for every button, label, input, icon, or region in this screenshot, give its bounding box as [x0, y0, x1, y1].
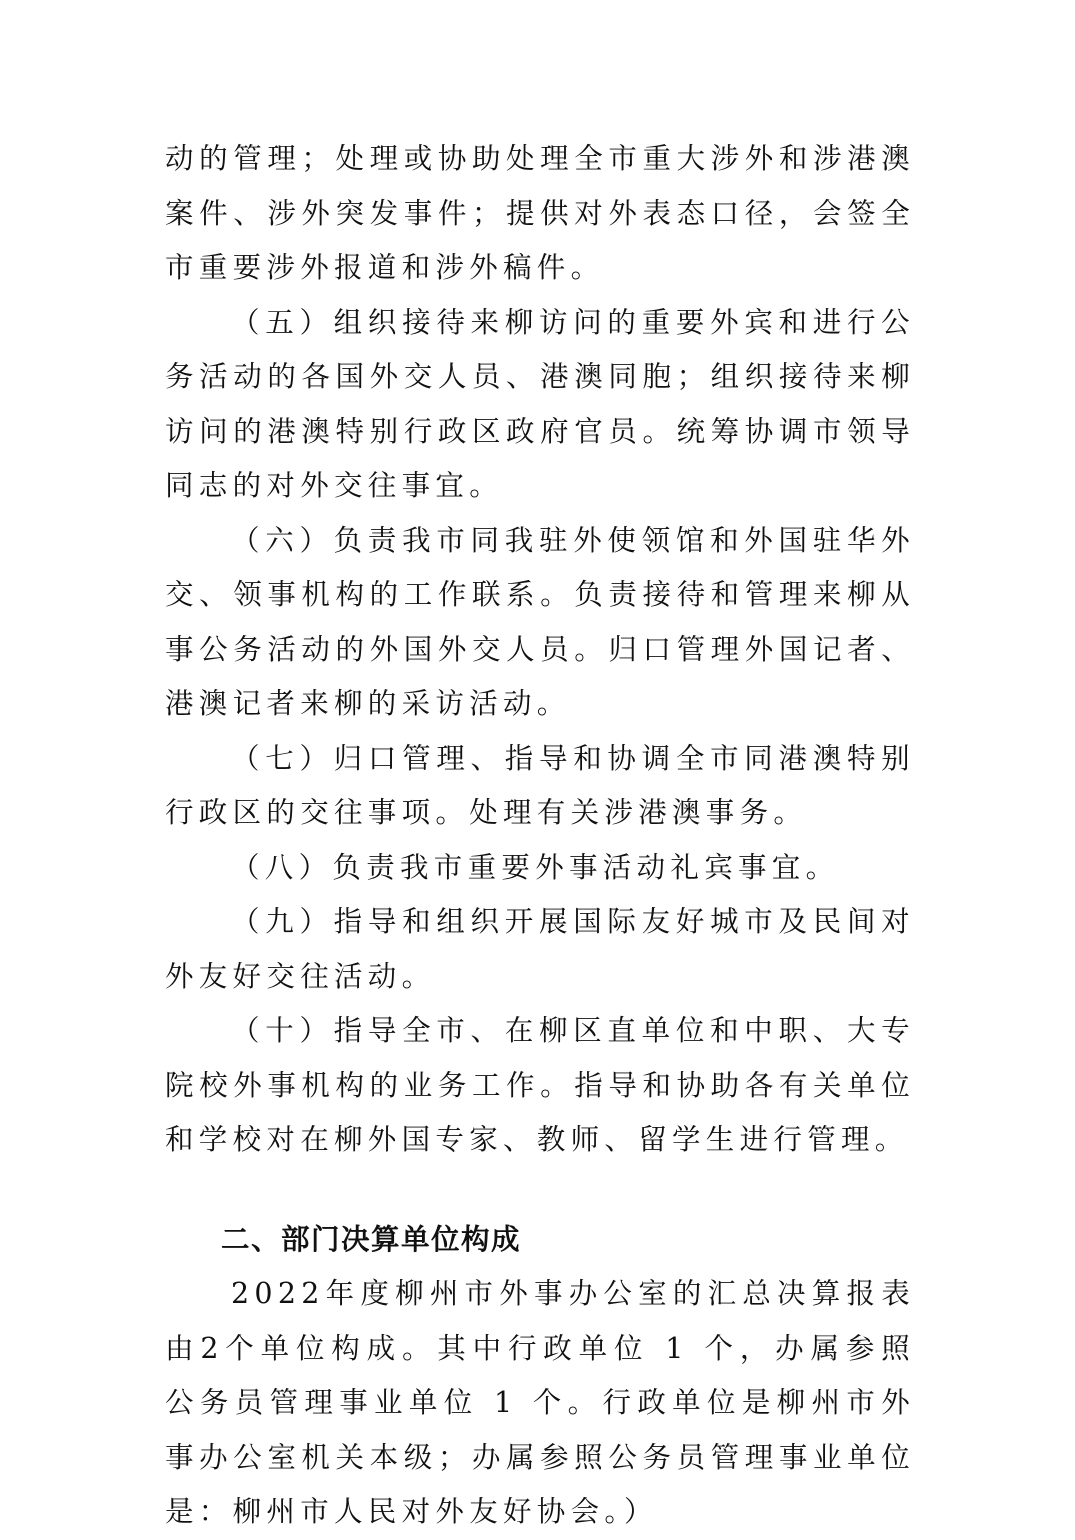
paragraph-item-8: （八）负责我市重要外事活动礼宾事宜。 — [231, 850, 840, 884]
document-body — [165, 132, 915, 1540]
paragraph-item-9: （九）指导和组织开展国际友好城市及民间对外友好交往活动。 — [165, 905, 915, 993]
section-spacer — [165, 1168, 915, 1213]
paragraph-item-5: （五）组织接待来柳访问的重要外宾和进行公务活动的各国外交人员、港澳同胞；组织接待来柳访问的港澳特别行政区政府官员。统筹协调市领导同志的对外交往事宜。 — [165, 305, 915, 502]
paragraph-item-6: （六）负责我市同我驻外使领馆和外国驻华外交、领事机构的工作联系。负责接待和管理来柳从事公务活动的外国外交人员。归口管理外国记者、港澳记者来柳的采访活动。 — [165, 523, 915, 720]
paragraph-item-10: （十）指导全市、在柳区直单位和中职、大专院校外事机构的业务工作。指导和协助各有关单位和学校对在柳外国专家、教师、留学生进行管理。 — [165, 1014, 915, 1156]
section-heading: 二、部门决算单位构成 — [221, 1222, 522, 1256]
paragraph-continuation: 动的管理；处理或协助处理全市重大涉外和涉港澳案件、涉外突发事件；提供对外表态口径，会签全市重要涉外报道和涉外稿件。 — [165, 142, 915, 284]
section-paragraph: 2022年度柳州市外事办公室的汇总决算报表由2个单位构成。其中行政单位 1 个，办属参照公务员管理事业单位 1 个。行政单位是柳州市外事办公室机关本级；办属参照公务员管理事业单位是：柳州市人民对外友好协会。） — [165, 1277, 915, 1528]
paragraph-item-7: （七）归口管理、指导和协调全市同港澳特别行政区的交往事项。处理有关涉港澳事务。 — [165, 741, 915, 829]
